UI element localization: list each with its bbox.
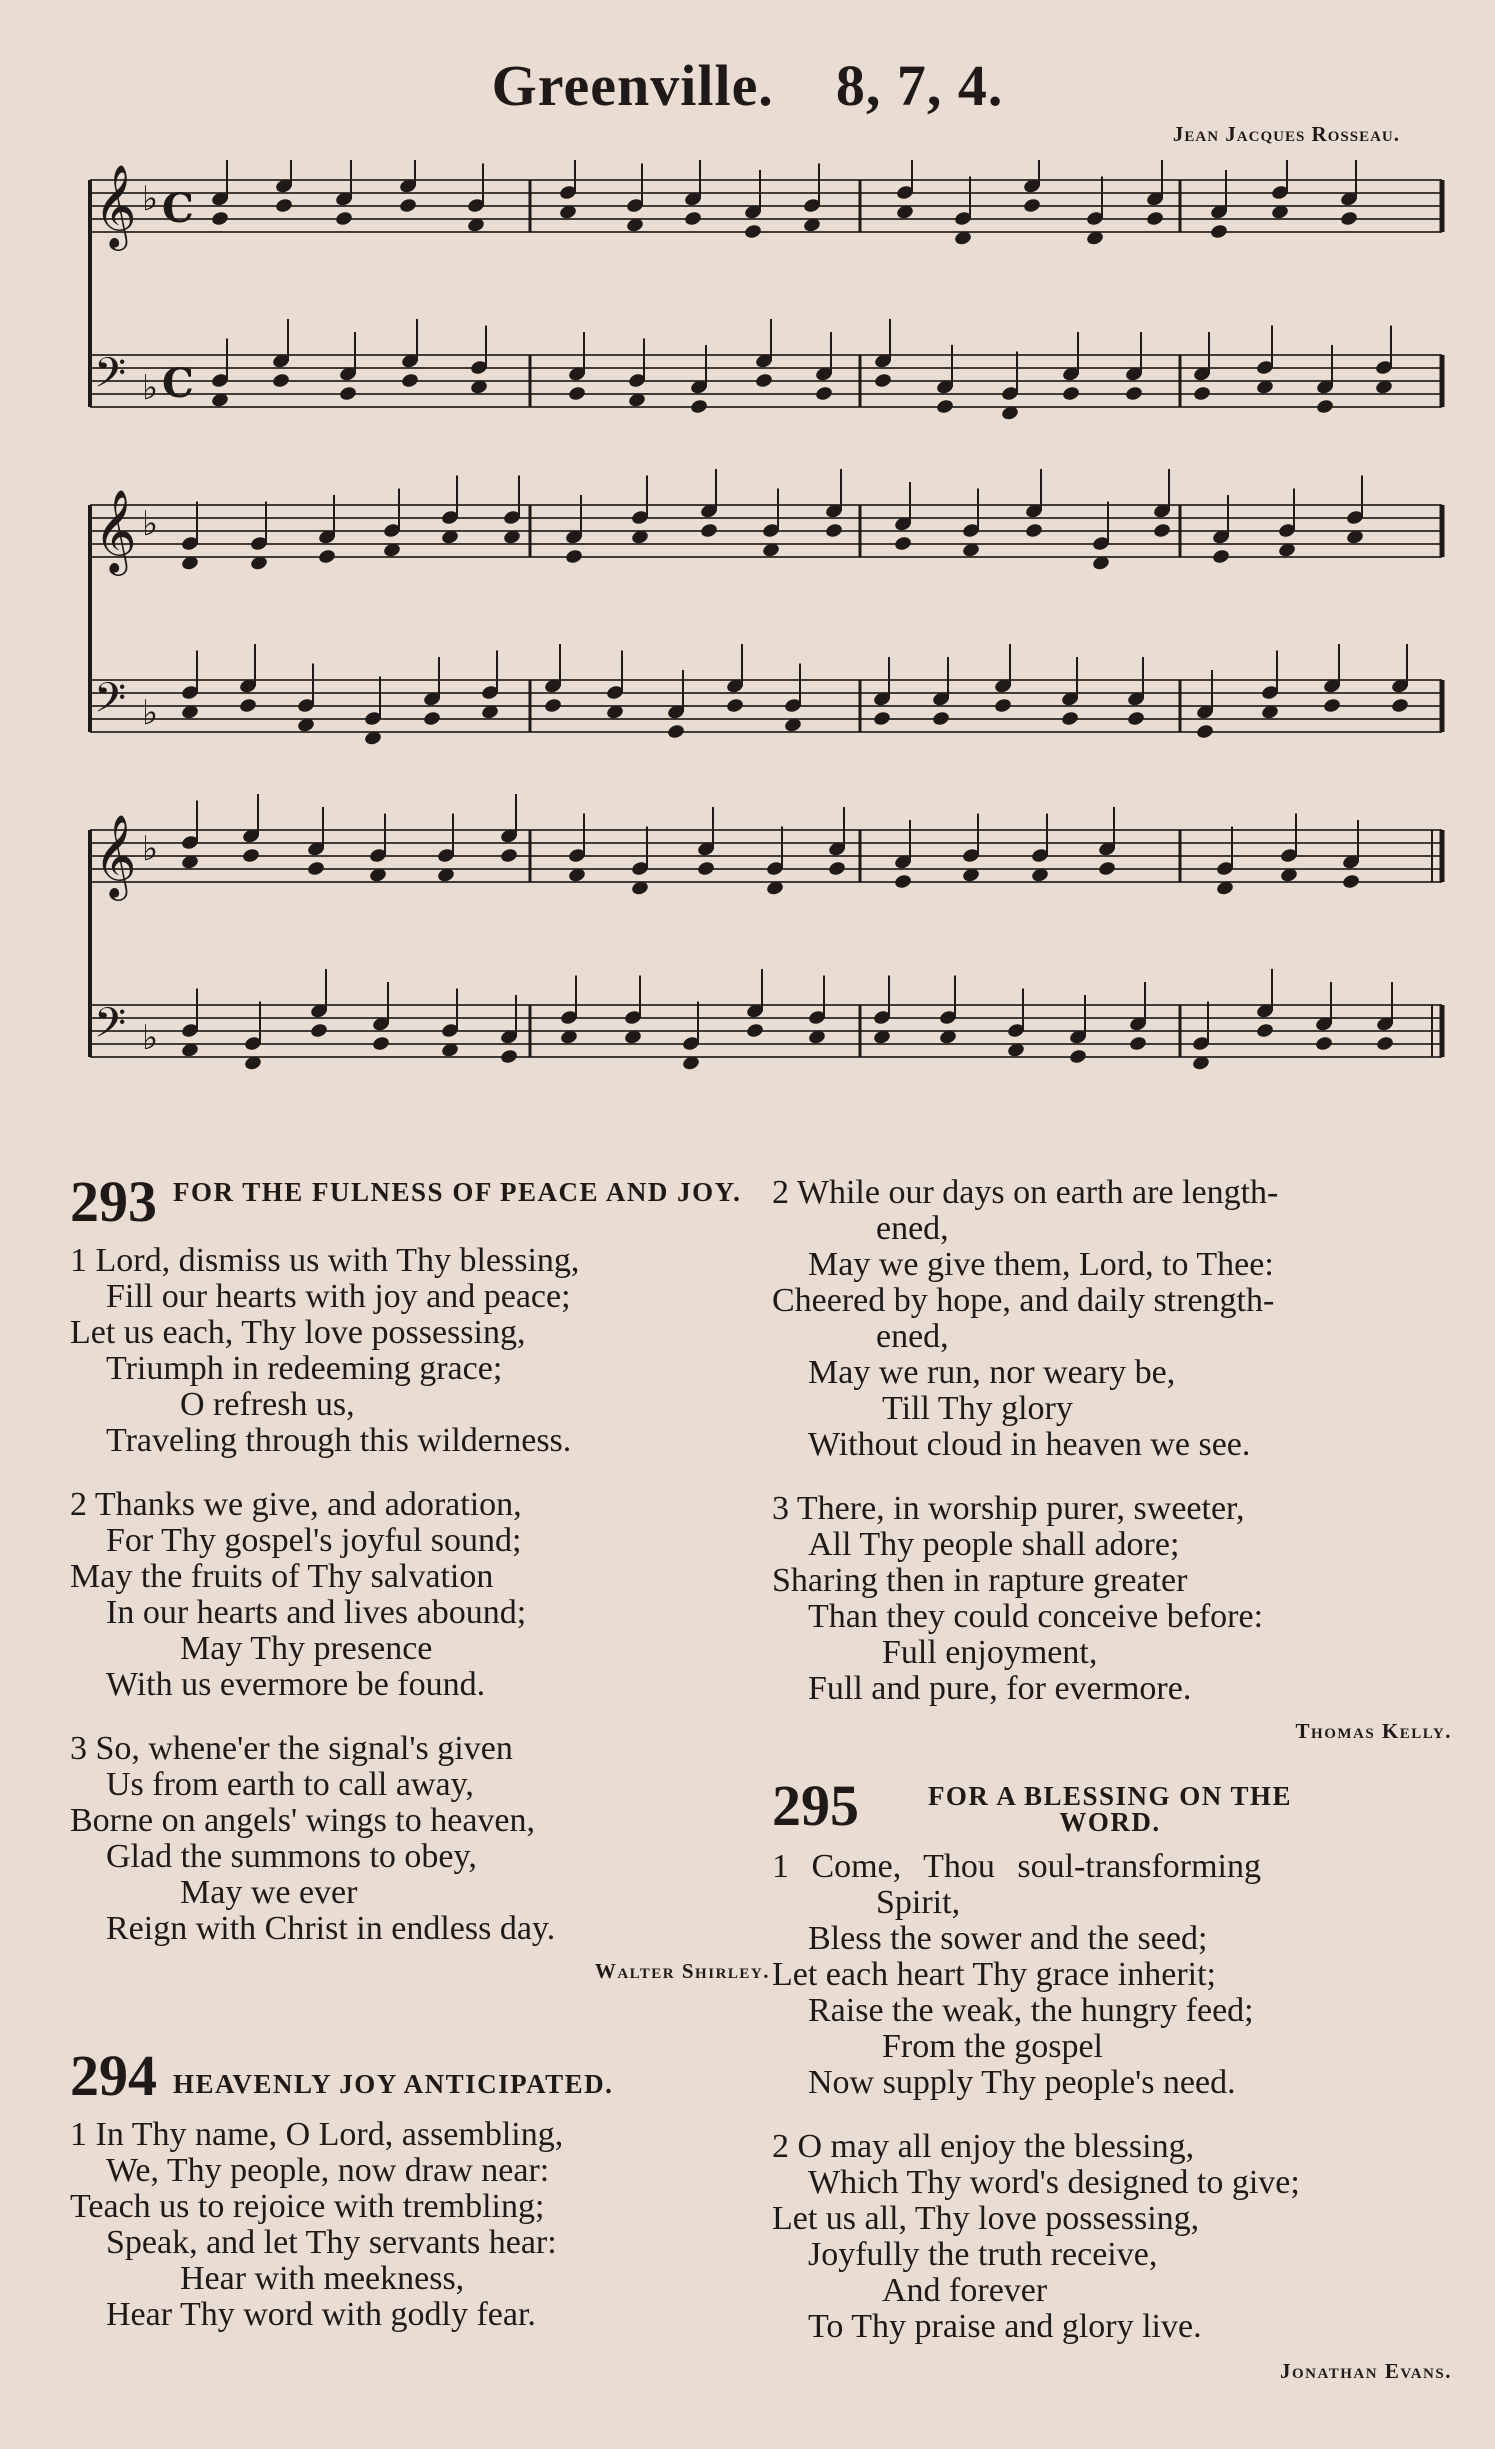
hymn-number: 294 bbox=[70, 2043, 157, 2108]
verse-line: Cheered by hope, and daily strength- bbox=[772, 1282, 1275, 1319]
verse-line: Let each heart Thy grace inherit; bbox=[772, 1956, 1216, 1993]
left-column bbox=[70, 1169, 770, 2361]
note-head bbox=[827, 860, 846, 877]
note-head bbox=[931, 710, 950, 727]
note-head bbox=[1128, 1035, 1147, 1052]
verse-line: O refresh us, bbox=[180, 1386, 355, 1423]
tune-name: Greenville. bbox=[491, 53, 774, 118]
score-system bbox=[90, 794, 1442, 1071]
note-head bbox=[1060, 710, 1079, 727]
verse-line: Borne on angels' wings to heaven, bbox=[70, 1802, 536, 1839]
note-head bbox=[334, 210, 353, 227]
verse-line: 2 While our days on earth are length- bbox=[772, 1174, 1279, 1211]
time-signature: C bbox=[162, 360, 194, 407]
note-head bbox=[543, 697, 562, 714]
stanza bbox=[772, 1491, 1472, 1707]
stanza bbox=[70, 1243, 770, 1459]
verse-line: With us evermore be found. bbox=[106, 1666, 486, 1703]
verse-line: Glad the summons to obey, bbox=[106, 1838, 477, 1875]
note-head bbox=[422, 710, 441, 727]
verse-line: Joyfully the truth receive, bbox=[808, 2236, 1158, 2273]
note-head bbox=[1195, 723, 1214, 740]
note-head bbox=[1314, 1035, 1333, 1052]
verse-line: 2 O may all enjoy the blessing, bbox=[772, 2128, 1195, 2165]
score-system bbox=[90, 160, 1442, 421]
right-column bbox=[772, 1175, 1472, 2449]
note-head bbox=[400, 372, 419, 389]
verse-line: ened, bbox=[876, 1210, 949, 1247]
note-head bbox=[993, 697, 1012, 714]
note-head bbox=[1192, 385, 1211, 402]
note-head bbox=[1209, 223, 1228, 240]
bass-clef: 𝄢 bbox=[94, 999, 127, 1057]
note-head bbox=[1339, 210, 1358, 227]
stanza bbox=[772, 2129, 1472, 2345]
hymn-number: 295 bbox=[772, 1773, 859, 1838]
note-head bbox=[666, 723, 685, 740]
note-head bbox=[872, 710, 891, 727]
key-flat: ♭ bbox=[142, 829, 159, 869]
verse-line: May we ever bbox=[180, 1874, 358, 1911]
note-head bbox=[1255, 1022, 1274, 1039]
verse-line: 3 So, whene'er the signal's given bbox=[70, 1730, 513, 1767]
stanza bbox=[70, 1487, 770, 1703]
stanza bbox=[70, 1731, 770, 1947]
verse-line: Hear with meekness, bbox=[180, 2260, 465, 2297]
hymn-number: 293 bbox=[70, 1169, 157, 1234]
note-head bbox=[696, 860, 715, 877]
note-head bbox=[1145, 210, 1164, 227]
note-head bbox=[1024, 522, 1043, 539]
verse-line: Raise the weak, the hungry feed; bbox=[808, 1992, 1254, 2029]
note-head bbox=[499, 847, 518, 864]
note-head bbox=[873, 372, 892, 389]
verse-line: May Thy presence bbox=[180, 1630, 433, 1667]
tune-meter: 8, 7, 4. bbox=[835, 53, 1004, 118]
note-head bbox=[1375, 1035, 1394, 1052]
verse-line: Reign with Christ in endless day. bbox=[106, 1910, 556, 1947]
note-head bbox=[1315, 398, 1334, 415]
composer-name: Jean Jacques Rosseau. bbox=[1172, 122, 1400, 146]
note-head bbox=[241, 847, 260, 864]
hymn-heading-293 bbox=[70, 1169, 770, 1234]
music-score bbox=[80, 160, 1455, 1170]
note-head bbox=[1211, 548, 1230, 565]
verse-line: And forever bbox=[882, 2272, 1048, 2309]
verse-line: Full enjoyment, bbox=[882, 1634, 1098, 1671]
verse-line: Us from earth to call away, bbox=[106, 1766, 474, 1803]
verse-line: 3 There, in worship purer, sweeter, bbox=[772, 1490, 1245, 1527]
note-head bbox=[371, 1035, 390, 1052]
stanza bbox=[70, 2117, 770, 2333]
verse-line: Teach us to rejoice with trembling; bbox=[70, 2188, 545, 2225]
verse-line: May the fruits of Thy salvation bbox=[70, 1558, 494, 1595]
key-flat: ♭ bbox=[142, 504, 159, 544]
hymn-heading-295 bbox=[772, 1773, 1472, 1838]
note-head bbox=[564, 548, 583, 565]
verse-line: Let us all, Thy love possessing, bbox=[772, 2200, 1200, 2237]
note-head bbox=[824, 522, 843, 539]
verse-line: Traveling through this wilderness. bbox=[106, 1422, 572, 1459]
verse-line: Triumph in redeeming grace; bbox=[106, 1350, 503, 1387]
note-head bbox=[725, 697, 744, 714]
verse-line: Now supply Thy people's need. bbox=[808, 2064, 1236, 2101]
verse-line: We, Thy people, now draw near: bbox=[106, 2152, 550, 2189]
verse-line: 1 Lord, dismiss us with Thy blessing, bbox=[70, 1242, 580, 1279]
verse-line: Bless the sower and the seed; bbox=[808, 1920, 1208, 1957]
hymn-author: Jonathan Evans. bbox=[1280, 2359, 1452, 2383]
key-flat: ♭ bbox=[142, 1018, 159, 1058]
hymn-heading-294 bbox=[70, 2043, 770, 2108]
note-head bbox=[210, 210, 229, 227]
note-head bbox=[1152, 522, 1171, 539]
stanza bbox=[772, 1175, 1472, 1463]
hymn-topic: FOR THE FULNESS OF PEACE AND JOY. bbox=[173, 1177, 742, 1207]
verse-line: 2 Thanks we give, and adoration, bbox=[70, 1486, 522, 1523]
verse-line: Speak, and let Thy servants hear: bbox=[106, 2224, 557, 2261]
note-head bbox=[309, 1022, 328, 1039]
note-head bbox=[699, 522, 718, 539]
verse-line: 1 Come, Thou soul-transforming bbox=[772, 1848, 1261, 1885]
key-flat: ♭ bbox=[142, 179, 159, 219]
verse-line: May we run, nor weary be, bbox=[808, 1354, 1176, 1391]
hymn-author: Walter Shirley. bbox=[594, 1959, 770, 1983]
note-head bbox=[689, 398, 708, 415]
hymn-topic: FOR A BLESSING ON THE WORD. bbox=[927, 1781, 1293, 1837]
note-head bbox=[398, 197, 417, 214]
tune-header bbox=[0, 52, 1495, 119]
verse-line: 1 In Thy name, O Lord, assembling, bbox=[70, 2116, 564, 2153]
note-head bbox=[893, 535, 912, 552]
note-head bbox=[499, 1048, 518, 1065]
verse-line: Than they could conceive before: bbox=[808, 1598, 1264, 1635]
verse-line: May we give them, Lord, to Thee: bbox=[808, 1246, 1274, 1283]
note-head bbox=[1322, 697, 1341, 714]
verse-line: Without cloud in heaven we see. bbox=[808, 1426, 1251, 1463]
verse-line: All Thy people shall adore; bbox=[808, 1526, 1180, 1563]
stanza bbox=[772, 1849, 1472, 2101]
note-head bbox=[745, 1022, 764, 1039]
hymn-topic: HEAVENLY JOY ANTICIPATED. bbox=[173, 2069, 614, 2099]
verse-line: ened, bbox=[876, 1318, 949, 1355]
note-head bbox=[306, 860, 325, 877]
verse-line: Which Thy word's designed to give; bbox=[808, 2164, 1300, 2201]
note-head bbox=[935, 398, 954, 415]
note-head bbox=[1124, 385, 1143, 402]
note-head bbox=[338, 385, 357, 402]
note-head bbox=[1390, 697, 1409, 714]
note-head bbox=[1061, 385, 1080, 402]
note-head bbox=[754, 372, 773, 389]
key-flat: ♭ bbox=[142, 368, 159, 408]
verse-line: Sharing then in rapture greater bbox=[772, 1562, 1188, 1599]
note-head bbox=[1341, 873, 1360, 890]
verse-line: Spirit, bbox=[876, 1884, 961, 1921]
key-flat: ♭ bbox=[142, 693, 159, 733]
verse-line: Let us each, Thy love possessing, bbox=[70, 1314, 526, 1351]
verse-line: From the gospel bbox=[882, 2028, 1103, 2065]
note-head bbox=[238, 697, 257, 714]
note-head bbox=[1022, 197, 1041, 214]
bass-clef: 𝄢 bbox=[94, 674, 127, 732]
note-head bbox=[274, 197, 293, 214]
verse-line: Full and pure, for evermore. bbox=[808, 1670, 1192, 1707]
note-head bbox=[567, 385, 586, 402]
verse-line: Hear Thy word with godly fear. bbox=[106, 2296, 536, 2333]
score-system bbox=[90, 469, 1442, 746]
note-head bbox=[1068, 1048, 1087, 1065]
note-head bbox=[683, 210, 702, 227]
verse-line: For Thy gospel's joyful sound; bbox=[106, 1522, 522, 1559]
verse-line: In our hearts and lives abound; bbox=[106, 1594, 527, 1631]
verse-line: Till Thy glory bbox=[882, 1390, 1073, 1427]
note-head bbox=[317, 548, 336, 565]
note-head bbox=[743, 223, 762, 240]
treble-clef: 𝄞 bbox=[94, 813, 137, 897]
verse-line: To Thy praise and glory live. bbox=[808, 2308, 1202, 2345]
note-head bbox=[271, 372, 290, 389]
verse-line: Fill our hearts with joy and peace; bbox=[106, 1278, 571, 1315]
note-head bbox=[1097, 860, 1116, 877]
note-head bbox=[814, 385, 833, 402]
treble-clef: 𝄞 bbox=[94, 488, 137, 572]
note-head bbox=[1126, 710, 1145, 727]
treble-clef: 𝄞 bbox=[94, 163, 137, 247]
time-signature: C bbox=[162, 185, 194, 232]
hymn-author: Thomas Kelly. bbox=[1295, 1719, 1452, 1743]
bass-clef: 𝄢 bbox=[94, 349, 127, 407]
note-head bbox=[893, 873, 912, 890]
